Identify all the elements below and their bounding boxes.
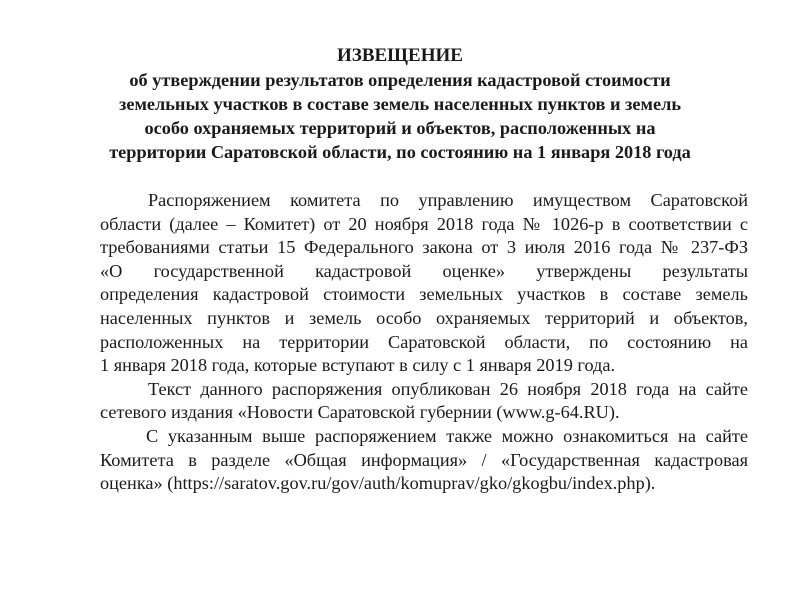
paragraph-publication [100,378,748,425]
paragraph-line: Текст данного распоряжения опубликован 26 ноября 2018 года на сайте [148,378,748,399]
paragraph-line: области (далее – Комитет) от 20 ноября 2018 года № 1026-р в соответствии с [100,213,748,234]
paragraph-line: определения кадастровой стоимости земельных участков в составе земель [100,284,748,305]
subtitle-line-2: земельных участков в составе земель населенных пунктов и земель [118,94,681,114]
paragraph-line: населенных пунктов и земель особо охраняемых территорий и объектов, [100,307,748,328]
paragraph-line: оценка» (https://saratov.gov.ru/gov/auth/komuprav/gko/gkogbu/index.php). [100,473,656,494]
paragraph-line: требованиями статьи 15 Федерального закона от 3 июля 2016 года № 237-ФЗ [100,237,748,258]
paragraph-line: Распоряжением комитета по управлению имуществом Саратовской [148,190,748,210]
subtitle-line-3: особо охраняемых территорий и объектов, расположенных на [144,118,656,138]
paragraph-line: 1 января 2018 года, которые вступают в силу с 1 января 2019 года. [100,355,616,376]
subtitle-line-4: территории Саратовской области, по состоянию на 1 января 2018 года [109,142,691,162]
subtitle-line-1: об утверждении результатов определения кадастровой стоимости [129,70,671,90]
paragraph-website [100,425,748,496]
paragraph-line: расположенных на территории Саратовской области, по состоянию на [100,331,748,352]
paragraph-line: С указанным выше распоряжением также можно ознакомиться на сайте [146,425,748,446]
document-body [100,189,748,496]
document-title: ИЗВЕЩЕНИЕ [337,45,463,66]
document-header [90,44,710,164]
paragraph-line: Комитета в разделе «Общая информация» / «Государственная кадастровая [100,449,748,470]
paragraph-order-info [100,189,748,378]
paragraph-line: сетевого издания «Новости Саратовской губернии (www.g-64.RU). [100,402,620,423]
paragraph-line: «О государственной кадастровой оценке» утверждены результаты [100,260,748,281]
